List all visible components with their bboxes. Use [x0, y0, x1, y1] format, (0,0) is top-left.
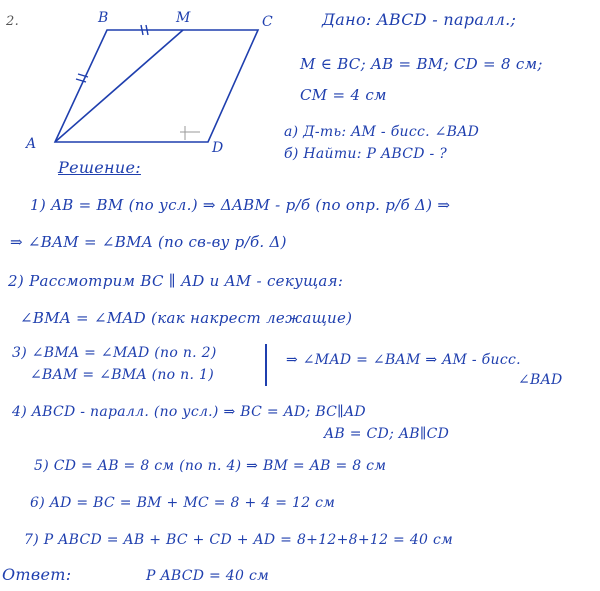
step-3-conclusion-angle: ∠BAD — [518, 372, 563, 388]
step-1-line-2: ⇒ ∠BAM = ∠BMA (по св-ву р/б. Δ) — [10, 233, 287, 251]
vertex-b: B — [98, 10, 109, 26]
given-line-1: Дано: ABCD - паралл.; — [322, 10, 517, 29]
segment-am — [55, 30, 183, 142]
given-line-4: а) Д-ть: AM - бисс. ∠BAD — [284, 124, 480, 140]
step-3-line-1: 3) ∠BMA = ∠MAD (по п. 2) — [12, 345, 217, 361]
step-2-line-2: ∠BMA = ∠MAD (как накрест лежащие) — [20, 309, 353, 327]
vertex-d: D — [212, 140, 224, 156]
step-1-line-1: 1) AB = BM (по усл.) ⇒ ΔABM - р/б (по опр. р/б Δ) ⇒ — [30, 196, 451, 214]
step-6: 6) AD = BC = BM + MC = 8 + 4 = 12 см — [30, 495, 336, 511]
parallelogram-abcd — [55, 30, 258, 142]
given-line-5: б) Найти: P ABCD - ? — [284, 146, 448, 162]
given-line-3: CM = 4 см — [300, 86, 387, 104]
step-3-conclusion: ⇒ ∠MAD = ∠BAM ⇒ AM - бисс. — [286, 352, 521, 368]
vertex-m: M — [176, 10, 191, 26]
step-4-line-2: AB = CD; AB∥CD — [324, 426, 450, 442]
step-3-line-2: ∠BAM = ∠BMA (по п. 1) — [30, 367, 214, 383]
page-number: 2. — [6, 14, 20, 29]
step-5: 5) CD = AB = 8 см (по п. 4) ⇒ BM = AB = 8 см — [34, 458, 387, 474]
parallelogram-figure — [0, 0, 300, 175]
answer-value: P ABCD = 40 см — [146, 568, 270, 584]
step-4-line-1: 4) ABCD - паралл. (по усл.) ⇒ BC = AD; BC∥AD — [12, 404, 366, 420]
step-2-line-1: 2) Рассмотрим BC ∥ AD и AM - секущая: — [8, 272, 344, 290]
vertex-a: A — [26, 136, 37, 152]
step-3-bracket — [265, 344, 267, 386]
step-7: 7) P ABCD = AB + BC + CD + AD = 8+12+8+12 = 40 см — [24, 532, 454, 548]
given-line-2: M ∈ BC; AB = BM; CD = 8 см; — [300, 55, 543, 73]
answer-label: Ответ: — [2, 565, 72, 584]
vertex-c: C — [262, 14, 273, 30]
solution-heading: Решение: — [58, 158, 141, 177]
pencil-marks — [180, 126, 200, 140]
